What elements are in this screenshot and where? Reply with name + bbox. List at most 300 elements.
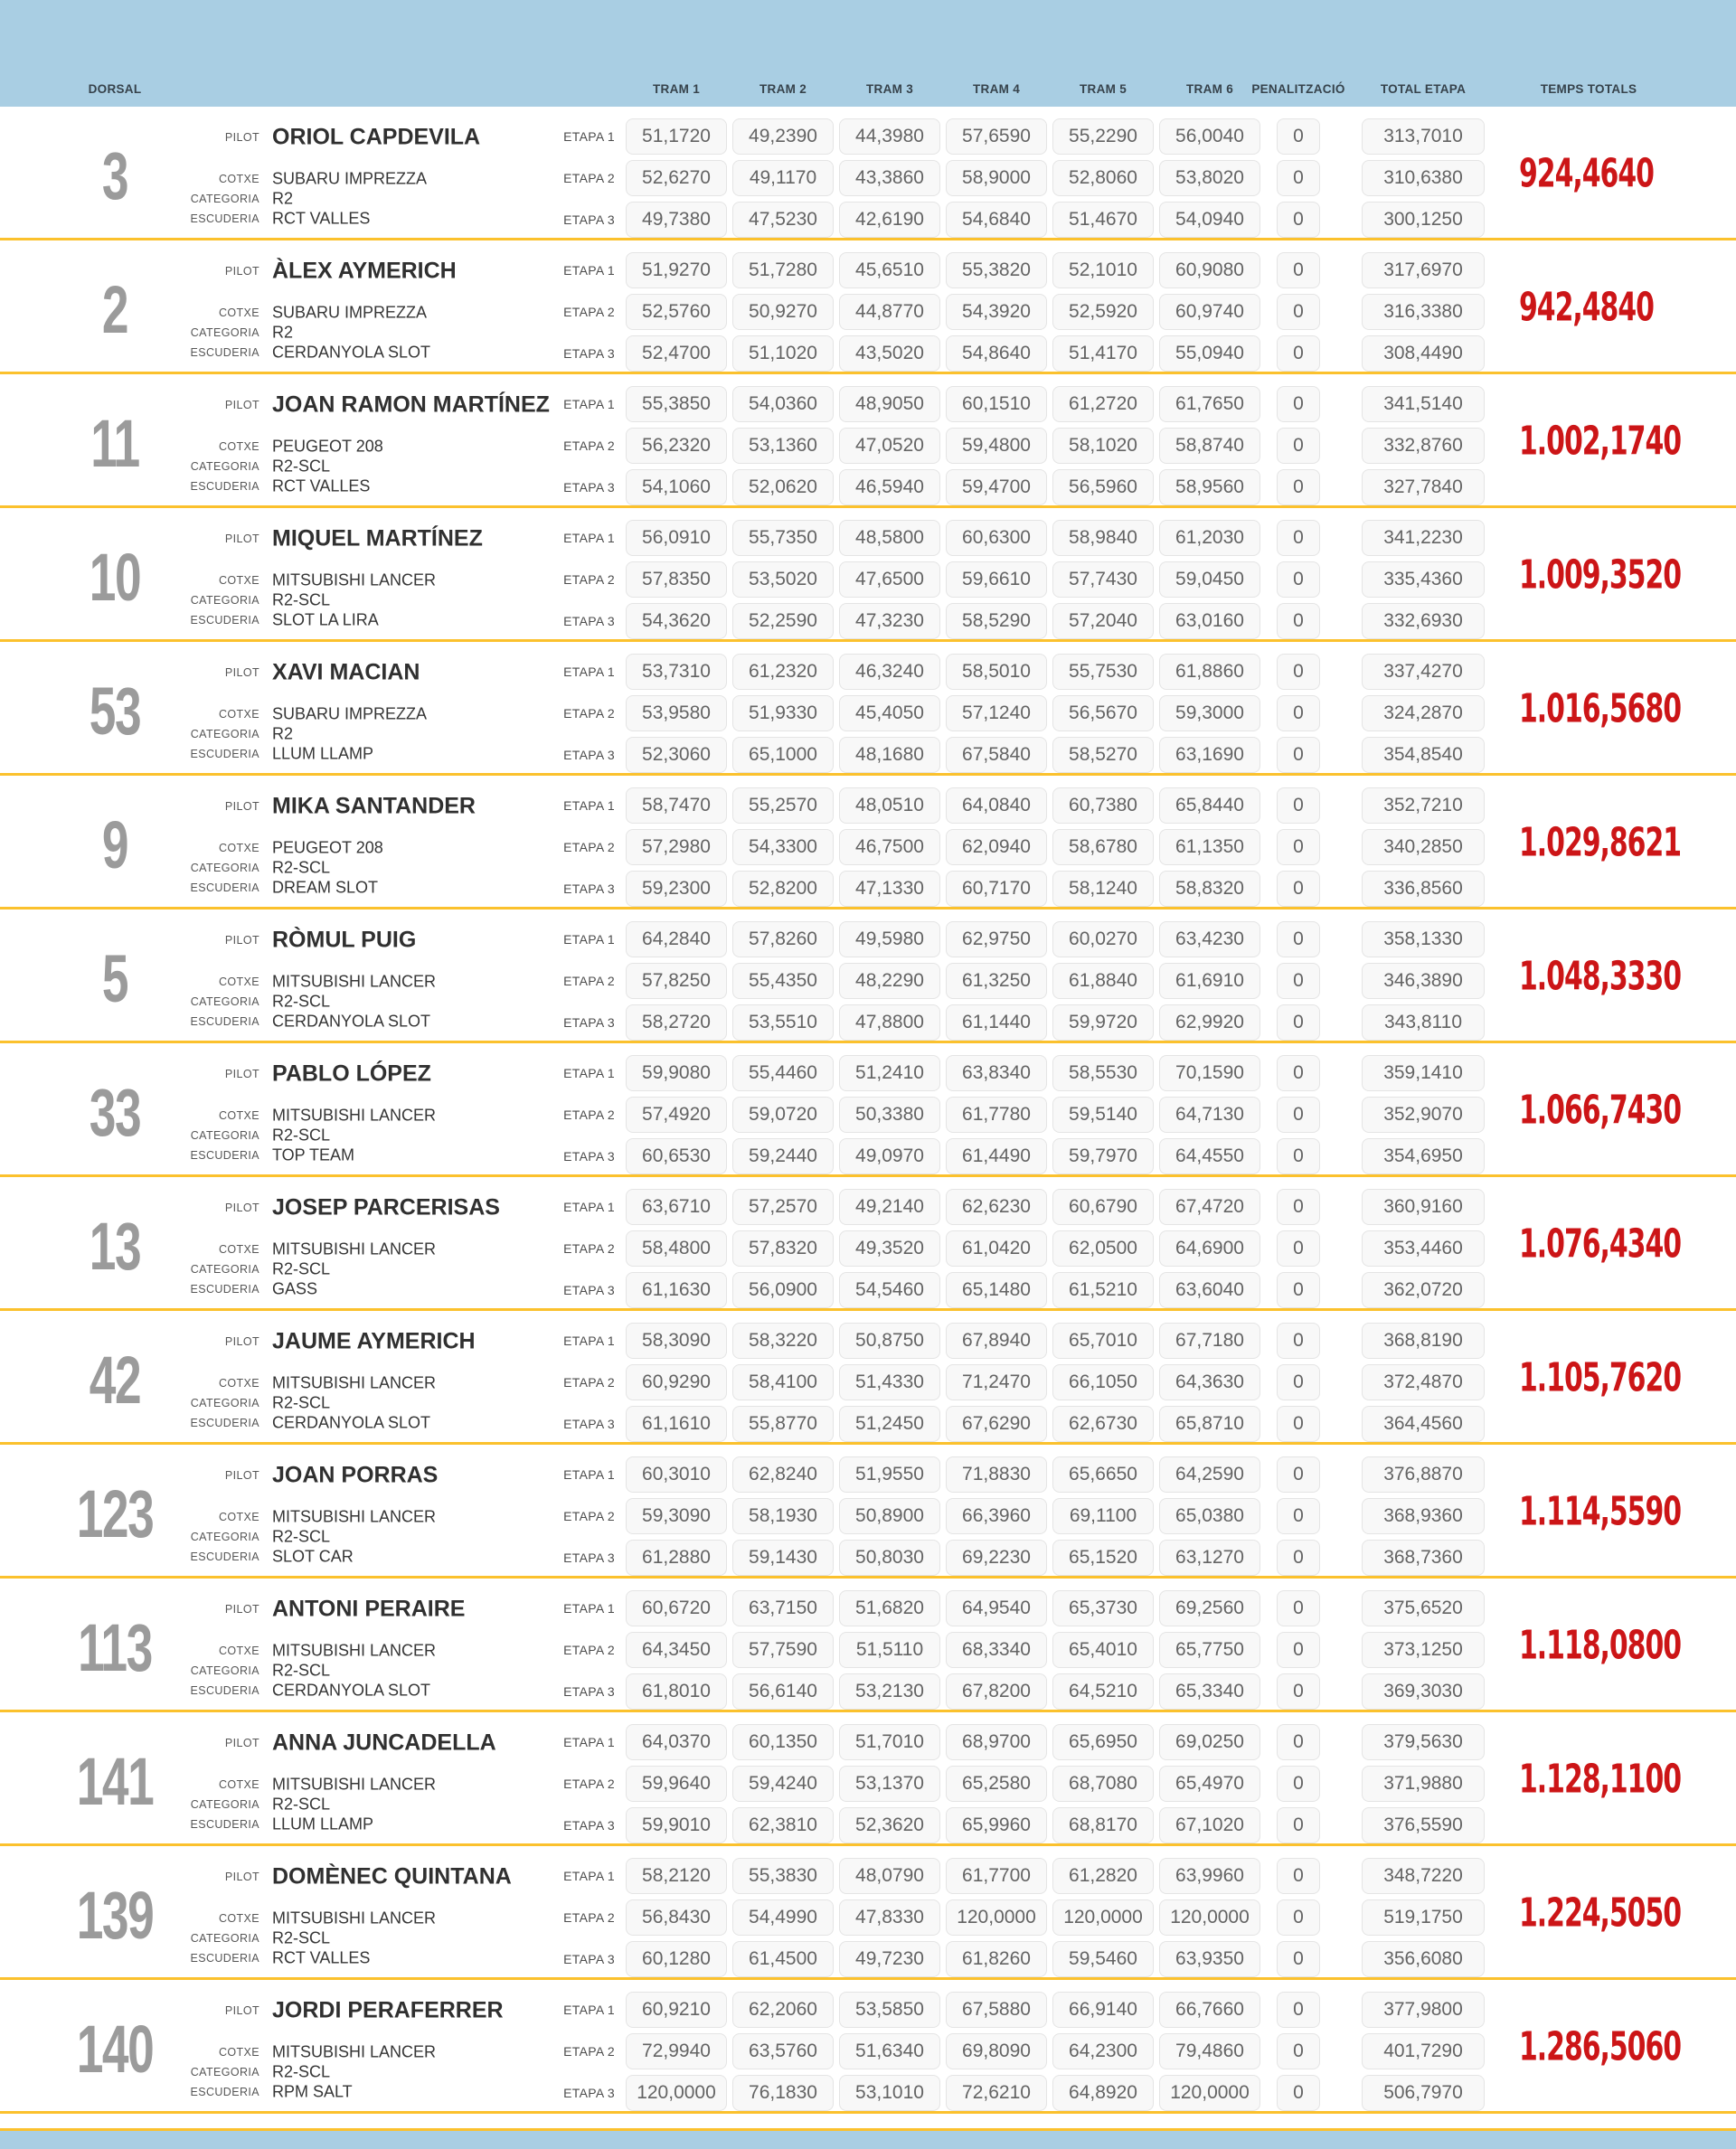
tram6-time-cell: 63,1270 xyxy=(1159,1540,1260,1576)
tram3-time-cell: 49,7230 xyxy=(839,1941,940,1977)
categoria-label: CATEGORIA xyxy=(190,594,259,607)
categoria-value: R2-SCL xyxy=(272,1661,331,1680)
column-header-tram6: TRAM 6 xyxy=(1185,82,1234,96)
tram5-time-cell: 62,6730 xyxy=(1052,1406,1154,1442)
temps-totals-value: 1.224,5050 xyxy=(1519,1890,1682,1937)
tram5-time-cell: 65,6650 xyxy=(1052,1456,1154,1493)
dorsal-number: 10 xyxy=(89,540,141,615)
etapa-label: ETAPA 3 xyxy=(563,1015,615,1030)
etapa-row xyxy=(0,1230,1736,1267)
tram1-time-cell: 61,1610 xyxy=(626,1406,727,1442)
etapa-label: ETAPA 3 xyxy=(563,1818,615,1833)
etapa-label: ETAPA 1 xyxy=(563,2003,615,2017)
tram2-time-cell: 52,2590 xyxy=(732,603,834,639)
total-etapa-cell: 506,7970 xyxy=(1362,2075,1485,2111)
cotxe-label: COTXE xyxy=(218,2046,259,2059)
tram4-time-cell: 63,8340 xyxy=(946,1055,1047,1091)
tram6-time-cell: 62,9920 xyxy=(1159,1004,1260,1041)
total-etapa-cell: 364,4560 xyxy=(1362,1406,1485,1442)
etapa-row xyxy=(0,1899,1736,1936)
temps-totals-value: 1.076,4340 xyxy=(1519,1221,1682,1268)
total-etapa-cell: 327,7840 xyxy=(1362,469,1485,505)
result-entry xyxy=(0,1712,1736,1846)
etapa-label: ETAPA 2 xyxy=(563,1777,615,1791)
etapa-label: ETAPA 2 xyxy=(563,1241,615,1256)
tram5-time-cell: 52,5920 xyxy=(1052,294,1154,330)
penalty-cell: 0 xyxy=(1277,1724,1320,1760)
total-etapa-cell: 362,0720 xyxy=(1362,1272,1485,1308)
tram6-time-cell: 60,9740 xyxy=(1159,294,1260,330)
escuderia-label: ESCUDERIA xyxy=(190,212,259,225)
escuderia-label: ESCUDERIA xyxy=(190,1818,259,1831)
total-etapa-cell: 368,7360 xyxy=(1362,1540,1485,1576)
categoria-value: R2-SCL xyxy=(272,1795,331,1814)
tram6-time-cell: 64,2590 xyxy=(1159,1456,1260,1493)
etapa-row xyxy=(0,1590,1736,1626)
penalty-cell: 0 xyxy=(1277,118,1320,155)
tram4-time-cell: 60,1510 xyxy=(946,386,1047,422)
tram5-time-cell: 68,8170 xyxy=(1052,1807,1154,1843)
pilot-name: JAUME AYMERICH xyxy=(272,1328,476,1354)
pilot-label: PILOT xyxy=(224,800,259,813)
etapa-label: ETAPA 3 xyxy=(563,1149,615,1164)
result-entry xyxy=(0,374,1736,508)
penalty-cell: 0 xyxy=(1277,2033,1320,2069)
tram1-time-cell: 52,5760 xyxy=(626,294,727,330)
tram6-time-cell: 54,0940 xyxy=(1159,202,1260,238)
etapa-label: ETAPA 1 xyxy=(563,1869,615,1883)
total-etapa-cell: 375,6520 xyxy=(1362,1590,1485,1626)
tram4-time-cell: 55,3820 xyxy=(946,252,1047,288)
tram5-time-cell: 59,5460 xyxy=(1052,1941,1154,1977)
categoria-label: CATEGORIA xyxy=(190,460,259,473)
tram6-time-cell: 58,8740 xyxy=(1159,428,1260,464)
etapa-row xyxy=(0,1272,1736,1308)
tram2-time-cell: 60,1350 xyxy=(732,1724,834,1760)
pilot-name: DOMÈNEC QUINTANA xyxy=(272,1863,512,1890)
cotxe-value: MITSUBISHI LANCER xyxy=(272,1641,437,1660)
tram6-time-cell: 65,7750 xyxy=(1159,1632,1260,1668)
tram5-time-cell: 64,8920 xyxy=(1052,2075,1154,2111)
tram3-time-cell: 51,2450 xyxy=(839,1406,940,1442)
escuderia-label: ESCUDERIA xyxy=(190,480,259,493)
cotxe-label: COTXE xyxy=(218,1912,259,1925)
tram4-time-cell: 66,3960 xyxy=(946,1498,1047,1534)
etapa-row xyxy=(0,1004,1736,1041)
tram3-time-cell: 51,2410 xyxy=(839,1055,940,1091)
etapa-row xyxy=(0,202,1736,238)
etapa-label: ETAPA 1 xyxy=(563,263,615,278)
etapa-row xyxy=(0,386,1736,422)
total-etapa-cell: 519,1750 xyxy=(1362,1899,1485,1936)
tram4-time-cell: 61,7700 xyxy=(946,1858,1047,1894)
tram2-time-cell: 59,4240 xyxy=(732,1766,834,1802)
tram5-time-cell: 59,7970 xyxy=(1052,1138,1154,1174)
tram5-time-cell: 66,9140 xyxy=(1052,1992,1154,2028)
etapa-label: ETAPA 3 xyxy=(563,480,615,495)
tram4-time-cell: 59,6610 xyxy=(946,561,1047,598)
tram5-time-cell: 55,7530 xyxy=(1052,654,1154,690)
cotxe-label: COTXE xyxy=(218,1511,259,1523)
dorsal-number: 141 xyxy=(76,1744,154,1819)
temps-totals-value: 1.048,3330 xyxy=(1519,953,1682,1000)
total-etapa-cell: 377,9800 xyxy=(1362,1992,1485,2028)
penalty-cell: 0 xyxy=(1277,871,1320,907)
cotxe-value: MITSUBISHI LANCER xyxy=(272,1239,437,1258)
escuderia-label: ESCUDERIA xyxy=(190,748,259,760)
tram1-time-cell: 54,1060 xyxy=(626,469,727,505)
etapa-label: ETAPA 3 xyxy=(563,1550,615,1565)
tram6-time-cell: 64,6900 xyxy=(1159,1230,1260,1267)
escuderia-label: ESCUDERIA xyxy=(190,1684,259,1697)
etapa-row xyxy=(0,603,1736,639)
tram4-time-cell: 120,0000 xyxy=(946,1899,1047,1936)
tram4-time-cell: 54,8640 xyxy=(946,335,1047,372)
pilot-label: PILOT xyxy=(224,1469,259,1482)
tram5-time-cell: 61,8840 xyxy=(1052,963,1154,999)
tram5-time-cell: 56,5670 xyxy=(1052,695,1154,731)
pilot-label: PILOT xyxy=(224,1335,259,1348)
etapa-row xyxy=(0,469,1736,505)
tram2-time-cell: 55,2570 xyxy=(732,787,834,824)
etapa-label: ETAPA 3 xyxy=(563,1952,615,1966)
tram1-time-cell: 57,8250 xyxy=(626,963,727,999)
tram2-time-cell: 65,1000 xyxy=(732,737,834,773)
categoria-label: CATEGORIA xyxy=(190,862,259,874)
tram3-time-cell: 54,5460 xyxy=(839,1272,940,1308)
etapa-label: ETAPA 2 xyxy=(563,171,615,185)
result-entry xyxy=(0,1311,1736,1445)
tram5-time-cell: 61,2720 xyxy=(1052,386,1154,422)
dorsal-number: 11 xyxy=(90,406,139,481)
tram5-time-cell: 58,9840 xyxy=(1052,520,1154,556)
tram1-time-cell: 60,6530 xyxy=(626,1138,727,1174)
result-entry xyxy=(0,1846,1736,1980)
tram3-time-cell: 48,9050 xyxy=(839,386,940,422)
pilot-name: JOAN RAMON MARTÍNEZ xyxy=(272,391,550,418)
tram5-time-cell: 59,5140 xyxy=(1052,1097,1154,1133)
total-etapa-cell: 316,3380 xyxy=(1362,294,1485,330)
cotxe-label: COTXE xyxy=(218,842,259,854)
penalty-cell: 0 xyxy=(1277,1632,1320,1668)
total-etapa-cell: 348,7220 xyxy=(1362,1858,1485,1894)
tram6-time-cell: 61,1350 xyxy=(1159,829,1260,865)
dorsal-number: 123 xyxy=(76,1476,154,1551)
result-entry xyxy=(0,1177,1736,1311)
escuderia-value: CERDANYOLA SLOT xyxy=(272,1413,431,1432)
tram1-time-cell: 58,2120 xyxy=(626,1858,727,1894)
tram1-time-cell: 58,3090 xyxy=(626,1323,727,1359)
total-etapa-cell: 373,1250 xyxy=(1362,1632,1485,1668)
tram5-time-cell: 56,5960 xyxy=(1052,469,1154,505)
tram6-time-cell: 63,6040 xyxy=(1159,1272,1260,1308)
tram4-time-cell: 57,1240 xyxy=(946,695,1047,731)
tram6-time-cell: 65,8710 xyxy=(1159,1406,1260,1442)
penalty-cell: 0 xyxy=(1277,1138,1320,1174)
tram4-time-cell: 57,6590 xyxy=(946,118,1047,155)
etapa-row xyxy=(0,654,1736,690)
tram6-time-cell: 58,8320 xyxy=(1159,871,1260,907)
tram6-time-cell: 64,4550 xyxy=(1159,1138,1260,1174)
dorsal-number: 2 xyxy=(101,272,128,347)
tram6-time-cell: 67,4720 xyxy=(1159,1189,1260,1225)
dorsal-number: 33 xyxy=(89,1075,141,1150)
etapa-row xyxy=(0,1992,1736,2028)
total-etapa-cell: 352,9070 xyxy=(1362,1097,1485,1133)
etapa-label: ETAPA 3 xyxy=(563,614,615,628)
tram5-time-cell: 65,7010 xyxy=(1052,1323,1154,1359)
tram4-time-cell: 71,8830 xyxy=(946,1456,1047,1493)
tram6-time-cell: 61,7650 xyxy=(1159,386,1260,422)
total-etapa-cell: 360,9160 xyxy=(1362,1189,1485,1225)
penalty-cell: 0 xyxy=(1277,428,1320,464)
result-entry xyxy=(0,508,1736,642)
cotxe-label: COTXE xyxy=(218,306,259,319)
total-etapa-cell: 310,6380 xyxy=(1362,160,1485,196)
categoria-value: R2 xyxy=(272,189,294,208)
cotxe-value: SUBARU IMPREZZA xyxy=(272,303,428,322)
tram1-time-cell: 61,1630 xyxy=(626,1272,727,1308)
tram6-time-cell: 69,2560 xyxy=(1159,1590,1260,1626)
etapa-label: ETAPA 1 xyxy=(563,1601,615,1616)
penalty-cell: 0 xyxy=(1277,294,1320,330)
total-etapa-cell: 352,7210 xyxy=(1362,787,1485,824)
tram4-time-cell: 65,9960 xyxy=(946,1807,1047,1843)
pilot-name: JORDI PERAFERRER xyxy=(272,1997,504,2023)
total-etapa-cell: 371,9880 xyxy=(1362,1766,1485,1802)
tram4-time-cell: 60,7170 xyxy=(946,871,1047,907)
result-entry xyxy=(0,776,1736,910)
total-etapa-cell: 376,8870 xyxy=(1362,1456,1485,1493)
categoria-value: R2-SCL xyxy=(272,2062,331,2081)
tram5-time-cell: 55,2290 xyxy=(1052,118,1154,155)
temps-totals-value: 1.016,5680 xyxy=(1519,685,1682,732)
total-etapa-cell: 336,8560 xyxy=(1362,871,1485,907)
tram1-time-cell: 51,9270 xyxy=(626,252,727,288)
cotxe-value: SUBARU IMPREZZA xyxy=(272,704,428,723)
pilot-name: ÀLEX AYMERICH xyxy=(272,258,457,284)
tram6-time-cell: 63,9960 xyxy=(1159,1858,1260,1894)
tram2-time-cell: 59,2440 xyxy=(732,1138,834,1174)
tram4-time-cell: 61,1440 xyxy=(946,1004,1047,1041)
categoria-value: R2-SCL xyxy=(272,1259,331,1278)
etapa-label: ETAPA 2 xyxy=(563,305,615,319)
etapa-row xyxy=(0,160,1736,196)
tram5-time-cell: 61,5210 xyxy=(1052,1272,1154,1308)
cotxe-value: MITSUBISHI LANCER xyxy=(272,1775,437,1794)
penalty-cell: 0 xyxy=(1277,1364,1320,1400)
penalty-cell: 0 xyxy=(1277,1456,1320,1493)
tram3-time-cell: 49,3520 xyxy=(839,1230,940,1267)
etapa-row xyxy=(0,1540,1736,1576)
tram4-time-cell: 58,9000 xyxy=(946,160,1047,196)
tram5-time-cell: 64,5210 xyxy=(1052,1673,1154,1710)
tram2-time-cell: 49,1170 xyxy=(732,160,834,196)
result-entry xyxy=(0,1043,1736,1177)
tram1-time-cell: 58,4800 xyxy=(626,1230,727,1267)
tram4-time-cell: 64,9540 xyxy=(946,1590,1047,1626)
etapa-row xyxy=(0,871,1736,907)
tram6-time-cell: 70,1590 xyxy=(1159,1055,1260,1091)
total-etapa-cell: 354,6950 xyxy=(1362,1138,1485,1174)
penalty-cell: 0 xyxy=(1277,695,1320,731)
etapa-row xyxy=(0,1323,1736,1359)
tram3-time-cell: 46,7500 xyxy=(839,829,940,865)
pilot-name: JOSEP PARCERISAS xyxy=(272,1194,500,1221)
tram1-time-cell: 120,0000 xyxy=(626,2075,727,2111)
etapa-label: ETAPA 1 xyxy=(563,1735,615,1749)
tram2-time-cell: 57,8320 xyxy=(732,1230,834,1267)
footer-band xyxy=(0,2131,1736,2149)
tram1-time-cell: 72,9940 xyxy=(626,2033,727,2069)
total-etapa-cell: 332,6930 xyxy=(1362,603,1485,639)
etapa-label: ETAPA 1 xyxy=(563,932,615,947)
cotxe-label: COTXE xyxy=(218,976,259,988)
total-etapa-cell: 340,2850 xyxy=(1362,829,1485,865)
total-etapa-cell: 346,3890 xyxy=(1362,963,1485,999)
penalty-cell: 0 xyxy=(1277,1097,1320,1133)
tram5-time-cell: 68,7080 xyxy=(1052,1766,1154,1802)
tram2-time-cell: 58,4100 xyxy=(732,1364,834,1400)
total-etapa-cell: 376,5590 xyxy=(1362,1807,1485,1843)
tram4-time-cell: 58,5290 xyxy=(946,603,1047,639)
tram1-time-cell: 59,3090 xyxy=(626,1498,727,1534)
dorsal-number: 13 xyxy=(89,1209,141,1284)
tram4-time-cell: 61,0420 xyxy=(946,1230,1047,1267)
penalty-cell: 0 xyxy=(1277,1004,1320,1041)
tram1-time-cell: 59,9640 xyxy=(626,1766,727,1802)
penalty-cell: 0 xyxy=(1277,1941,1320,1977)
dorsal-number: 9 xyxy=(101,807,128,882)
etapa-row xyxy=(0,520,1736,556)
tram6-time-cell: 53,8020 xyxy=(1159,160,1260,196)
cotxe-value: PEUGEOT 208 xyxy=(272,838,383,857)
categoria-label: CATEGORIA xyxy=(190,1129,259,1142)
tram6-time-cell: 63,4230 xyxy=(1159,921,1260,957)
penalty-cell: 0 xyxy=(1277,1899,1320,1936)
tram1-time-cell: 59,9080 xyxy=(626,1055,727,1091)
tram1-time-cell: 49,7380 xyxy=(626,202,727,238)
tram1-time-cell: 63,6710 xyxy=(626,1189,727,1225)
column-header-tram3: TRAM 3 xyxy=(865,82,914,96)
tram1-time-cell: 59,2300 xyxy=(626,871,727,907)
tram2-time-cell: 52,0620 xyxy=(732,469,834,505)
etapa-row xyxy=(0,1673,1736,1710)
tram6-time-cell: 67,7180 xyxy=(1159,1323,1260,1359)
total-etapa-cell: 379,5630 xyxy=(1362,1724,1485,1760)
tram2-time-cell: 55,8770 xyxy=(732,1406,834,1442)
dorsal-number: 53 xyxy=(89,674,141,749)
tram3-time-cell: 43,5020 xyxy=(839,335,940,372)
tram6-time-cell: 61,2030 xyxy=(1159,520,1260,556)
pilot-label: PILOT xyxy=(224,1871,259,1883)
temps-totals-value: 924,4640 xyxy=(1519,150,1654,197)
cotxe-label: COTXE xyxy=(218,1243,259,1256)
tram2-time-cell: 63,7150 xyxy=(732,1590,834,1626)
tram6-time-cell: 61,6910 xyxy=(1159,963,1260,999)
escuderia-label: ESCUDERIA xyxy=(190,1283,259,1296)
tram3-time-cell: 50,8030 xyxy=(839,1540,940,1576)
penalty-cell: 0 xyxy=(1277,2075,1320,2111)
column-header-penalitzacio: PENALITZACIÓ xyxy=(1251,82,1345,96)
etapa-label: ETAPA 3 xyxy=(563,212,615,227)
penalty-cell: 0 xyxy=(1277,1189,1320,1225)
tram5-time-cell: 52,8060 xyxy=(1052,160,1154,196)
etapa-label: ETAPA 2 xyxy=(563,974,615,988)
tram6-time-cell: 65,4970 xyxy=(1159,1766,1260,1802)
categoria-value: R2-SCL xyxy=(272,1126,331,1145)
tram1-time-cell: 56,8430 xyxy=(626,1899,727,1936)
tram2-time-cell: 53,5510 xyxy=(732,1004,834,1041)
pilot-label: PILOT xyxy=(224,399,259,411)
tram3-time-cell: 46,5940 xyxy=(839,469,940,505)
tram5-time-cell: 64,2300 xyxy=(1052,2033,1154,2069)
tram5-time-cell: 58,1240 xyxy=(1052,871,1154,907)
tram3-time-cell: 53,5850 xyxy=(839,1992,940,2028)
tram4-time-cell: 69,2230 xyxy=(946,1540,1047,1576)
penalty-cell: 0 xyxy=(1277,1540,1320,1576)
escuderia-value: TOP TEAM xyxy=(272,1145,355,1164)
etapa-label: ETAPA 3 xyxy=(563,1283,615,1297)
tram3-time-cell: 53,1010 xyxy=(839,2075,940,2111)
etapa-row xyxy=(0,252,1736,288)
dorsal-number: 5 xyxy=(101,941,128,1016)
tram2-time-cell: 57,7590 xyxy=(732,1632,834,1668)
tram4-time-cell: 58,5010 xyxy=(946,654,1047,690)
pilot-label: PILOT xyxy=(224,1068,259,1080)
categoria-label: CATEGORIA xyxy=(190,1397,259,1409)
tram4-time-cell: 62,9750 xyxy=(946,921,1047,957)
etapa-row xyxy=(0,829,1736,865)
cotxe-value: SUBARU IMPREZZA xyxy=(272,169,428,188)
tram3-time-cell: 42,6190 xyxy=(839,202,940,238)
tram2-time-cell: 55,4350 xyxy=(732,963,834,999)
total-etapa-cell: 313,7010 xyxy=(1362,118,1485,155)
categoria-label: CATEGORIA xyxy=(190,995,259,1008)
etapa-row xyxy=(0,1097,1736,1133)
pilot-name: XAVI MACIAN xyxy=(272,659,420,685)
cotxe-value: MITSUBISHI LANCER xyxy=(272,1373,437,1392)
tram3-time-cell: 51,7010 xyxy=(839,1724,940,1760)
tram2-time-cell: 56,0900 xyxy=(732,1272,834,1308)
etapa-row xyxy=(0,428,1736,464)
temps-totals-value: 942,4840 xyxy=(1519,284,1654,331)
result-entry xyxy=(0,1980,1736,2114)
result-entry xyxy=(0,107,1736,240)
tram1-time-cell: 61,2880 xyxy=(626,1540,727,1576)
tram5-time-cell: 120,0000 xyxy=(1052,1899,1154,1936)
escuderia-label: ESCUDERIA xyxy=(190,1550,259,1563)
tram3-time-cell: 50,8900 xyxy=(839,1498,940,1534)
etapa-label: ETAPA 3 xyxy=(563,881,615,896)
categoria-label: CATEGORIA xyxy=(190,1263,259,1276)
cotxe-value: MITSUBISHI LANCER xyxy=(272,570,437,589)
etapa-row xyxy=(0,561,1736,598)
tram5-time-cell: 51,4170 xyxy=(1052,335,1154,372)
escuderia-value: CERDANYOLA SLOT xyxy=(272,343,431,362)
categoria-value: R2-SCL xyxy=(272,858,331,877)
etapa-label: ETAPA 2 xyxy=(563,1107,615,1122)
total-etapa-cell: 308,4490 xyxy=(1362,335,1485,372)
etapa-row xyxy=(0,2075,1736,2111)
etapa-row xyxy=(0,1406,1736,1442)
tram4-time-cell: 54,3920 xyxy=(946,294,1047,330)
tram1-time-cell: 57,4920 xyxy=(626,1097,727,1133)
tram1-time-cell: 64,2840 xyxy=(626,921,727,957)
tram6-time-cell: 58,9560 xyxy=(1159,469,1260,505)
penalty-cell: 0 xyxy=(1277,829,1320,865)
cotxe-label: COTXE xyxy=(218,1109,259,1122)
